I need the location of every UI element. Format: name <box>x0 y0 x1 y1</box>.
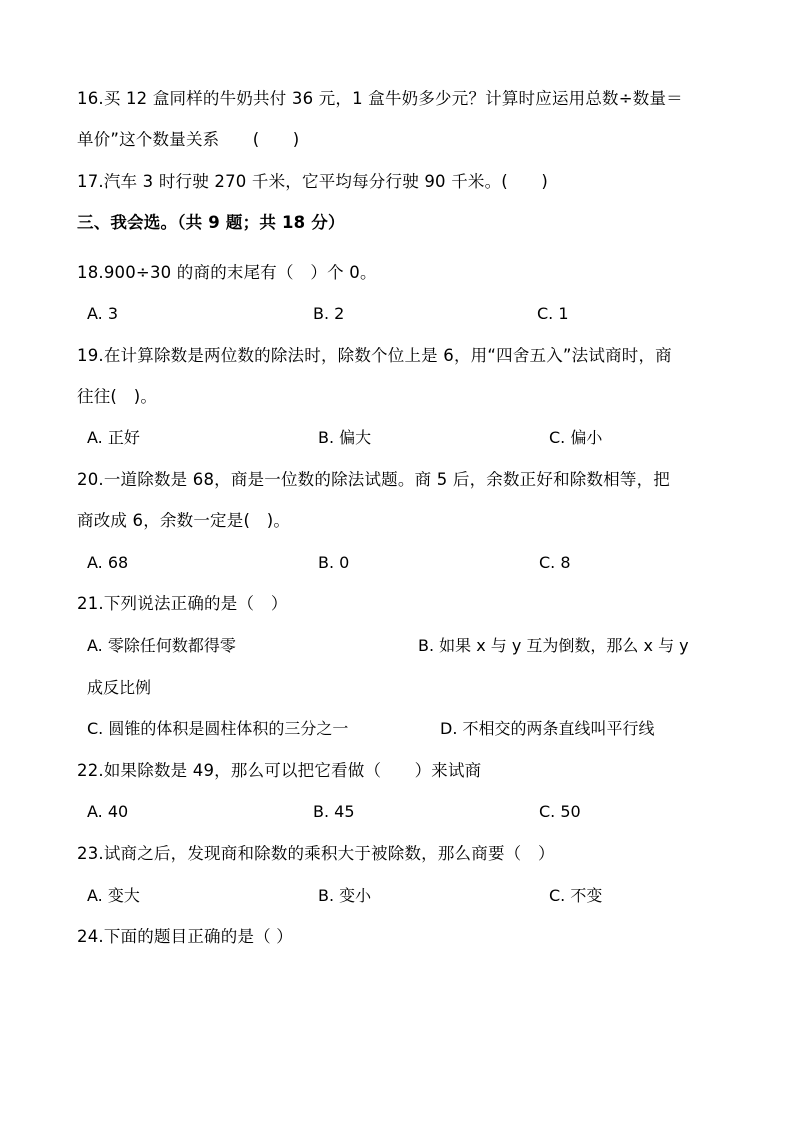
section3-title: 三、我会选。（共 9 题；共 18 分） <box>77 213 345 232</box>
q22-option-b: B. 45 <box>313 802 355 821</box>
q21-option-a: A. 零除任何数都得零 <box>87 636 236 655</box>
q24-stem: 24.下面的题目正确的是（ ） <box>77 927 293 946</box>
q19-option-a: A. 正好 <box>87 428 140 447</box>
q23-option-a: A. 变大 <box>87 886 140 905</box>
q21-option-d: D. 不相交的两条直线叫平行线 <box>440 719 655 738</box>
q22-option-a: A. 40 <box>87 802 129 821</box>
q22-stem: 22.如果除数是 49，那么可以把它看做（ ）来试商 <box>77 761 482 780</box>
q18-stem: 18.900÷30 的商的末尾有（ ）个 0。 <box>77 263 377 282</box>
q20-option-c: C. 8 <box>539 553 571 572</box>
q20-line1: 20.一道除数是 68，商是一位数的除法试题。商 5 后，余数正好和除数相等，把 <box>77 470 670 489</box>
q23-option-b: B. 变小 <box>318 886 372 905</box>
q19-line2: 往往( )。 <box>77 387 158 406</box>
q16-line2: 单价”这个数量关系 ( ) <box>77 130 300 149</box>
q23-stem: 23.试商之后，发现商和除数的乘积大于被除数，那么商要（ ） <box>77 844 555 863</box>
q20-option-b: B. 0 <box>318 553 350 572</box>
q19-line1: 19.在计算除数是两位数的除法时，除数个位上是 6，用“四舍五入”法试商时，商 <box>77 346 672 365</box>
q18-option-a: A. 3 <box>87 304 119 323</box>
q21-option-c: C. 圆锥的体积是圆柱体积的三分之一 <box>87 719 349 738</box>
q22-option-c: C. 50 <box>539 802 581 821</box>
q19-option-b: B. 偏大 <box>318 428 372 447</box>
q16-line1: 16.买 12 盒同样的牛奶共付 36 元，1 盒牛奶多少元？计算时应运用总数÷数量＝ <box>77 89 683 108</box>
q21-option-b-line2: 成反比例 <box>87 678 152 697</box>
q23-option-c: C. 不变 <box>549 886 603 905</box>
q18-option-c: C. 1 <box>537 304 569 323</box>
q20-option-a: A. 68 <box>87 553 129 572</box>
q17-line1: 17.汽车 3 时行驶 270 千米，它平均每分行驶 90 千米。( ) <box>77 172 548 191</box>
q20-line2: 商改成 6，余数一定是( )。 <box>77 511 291 530</box>
q21-option-b-line1: B. 如果 x 与 y 互为倒数，那么 x 与 y <box>418 636 689 655</box>
q19-option-c: C. 偏小 <box>549 428 603 447</box>
q18-option-b: B. 2 <box>313 304 345 323</box>
q21-stem: 21.下列说法正确的是（ ） <box>77 594 288 613</box>
